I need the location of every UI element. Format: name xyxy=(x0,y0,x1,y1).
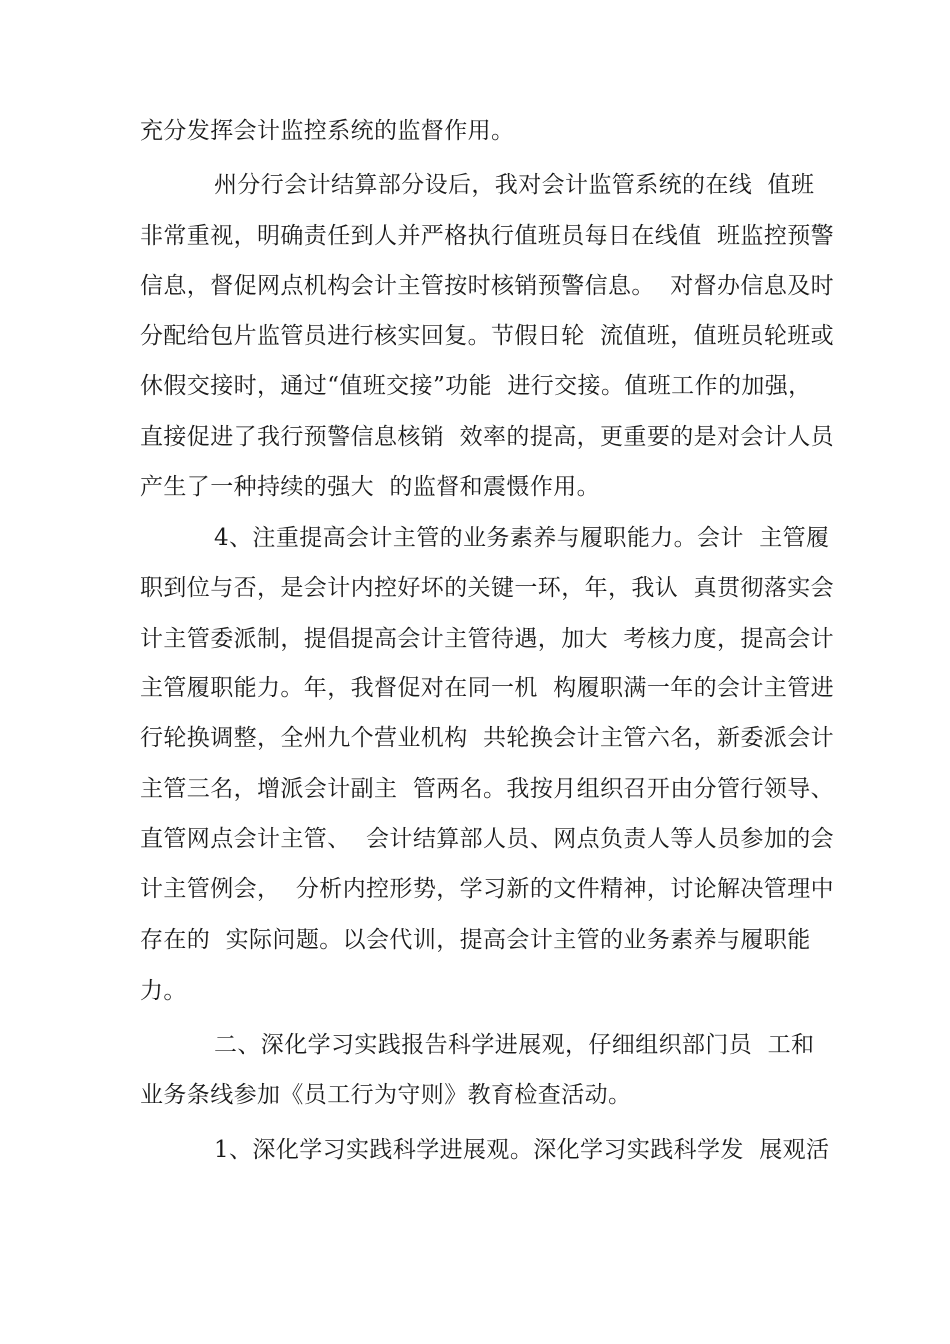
text-line-20: 业务条线参加《员工行为守则》教育检查活动。 xyxy=(140,1082,632,1108)
text-line-9: 4、注重提高会计主管的业务素养与履职能力。会计 主管履 xyxy=(214,525,830,551)
text-line-14: 主管三名，增派会计副主 管两名。我按月组织召开由分管行领导、 xyxy=(140,776,835,802)
text-line-11: 计主管委派制，提倡提高会计主管待遇，加大 考核力度，提高会计 xyxy=(140,626,835,652)
text-line-4: 信息，督促网点机构会计主管按时核销预警信息。 对督办信息及时 xyxy=(140,273,835,299)
text-line-5: 分配给包片监管员进行核实回复。节假日轮 流值班，值班员轮班或 xyxy=(140,323,835,349)
text-line-1: 充分发挥会计监控系统的监督作用。 xyxy=(140,118,515,144)
text-line-12: 主管履职能力。年，我督促对在同一机 构履职满一年的会计主管进 xyxy=(140,675,835,701)
text-line-3: 非常重视，明确责任到人并严格执行值班员每日在线值 班监控预警 xyxy=(140,223,835,249)
text-line-2: 州分行会计结算部分设后，我对会计监管系统的在线 值班 xyxy=(214,172,815,198)
text-line-18: 力。 xyxy=(140,978,187,1004)
text-line-6: 休假交接时，通过“值班交接”功能 进行交接。值班工作的加强， xyxy=(140,373,812,399)
text-line-7: 直接促进了我行预警信息核销 效率的提高，更重要的是对会计人员 xyxy=(140,424,835,450)
text-line-21: 1、深化学习实践科学进展观。深化学习实践科学发 展观活 xyxy=(214,1137,830,1163)
text-line-10: 职到位与否，是会计内控好坏的关键一环，年，我认 真贯彻落实会 xyxy=(140,575,835,601)
text-line-16: 计主管例会， 分析内控形势，学习新的文件精神，讨论解决管理中 xyxy=(140,876,835,902)
text-line-19: 二、深化学习实践报告科学进展观，仔细组织部门员 工和 xyxy=(214,1032,815,1058)
text-line-15: 直管网点会计主管、 会计结算部人员、网点负责人等人员参加的会 xyxy=(140,826,835,852)
text-line-8: 产生了一种持续的强大 的监督和震慑作用。 xyxy=(140,474,601,500)
text-line-17: 存在的 实际问题。以会代训，提高会计主管的业务素养与履职能 xyxy=(140,927,811,953)
text-line-13: 行轮换调整，全州九个营业机构 共轮换会计主管六名，新委派会计 xyxy=(140,725,835,751)
